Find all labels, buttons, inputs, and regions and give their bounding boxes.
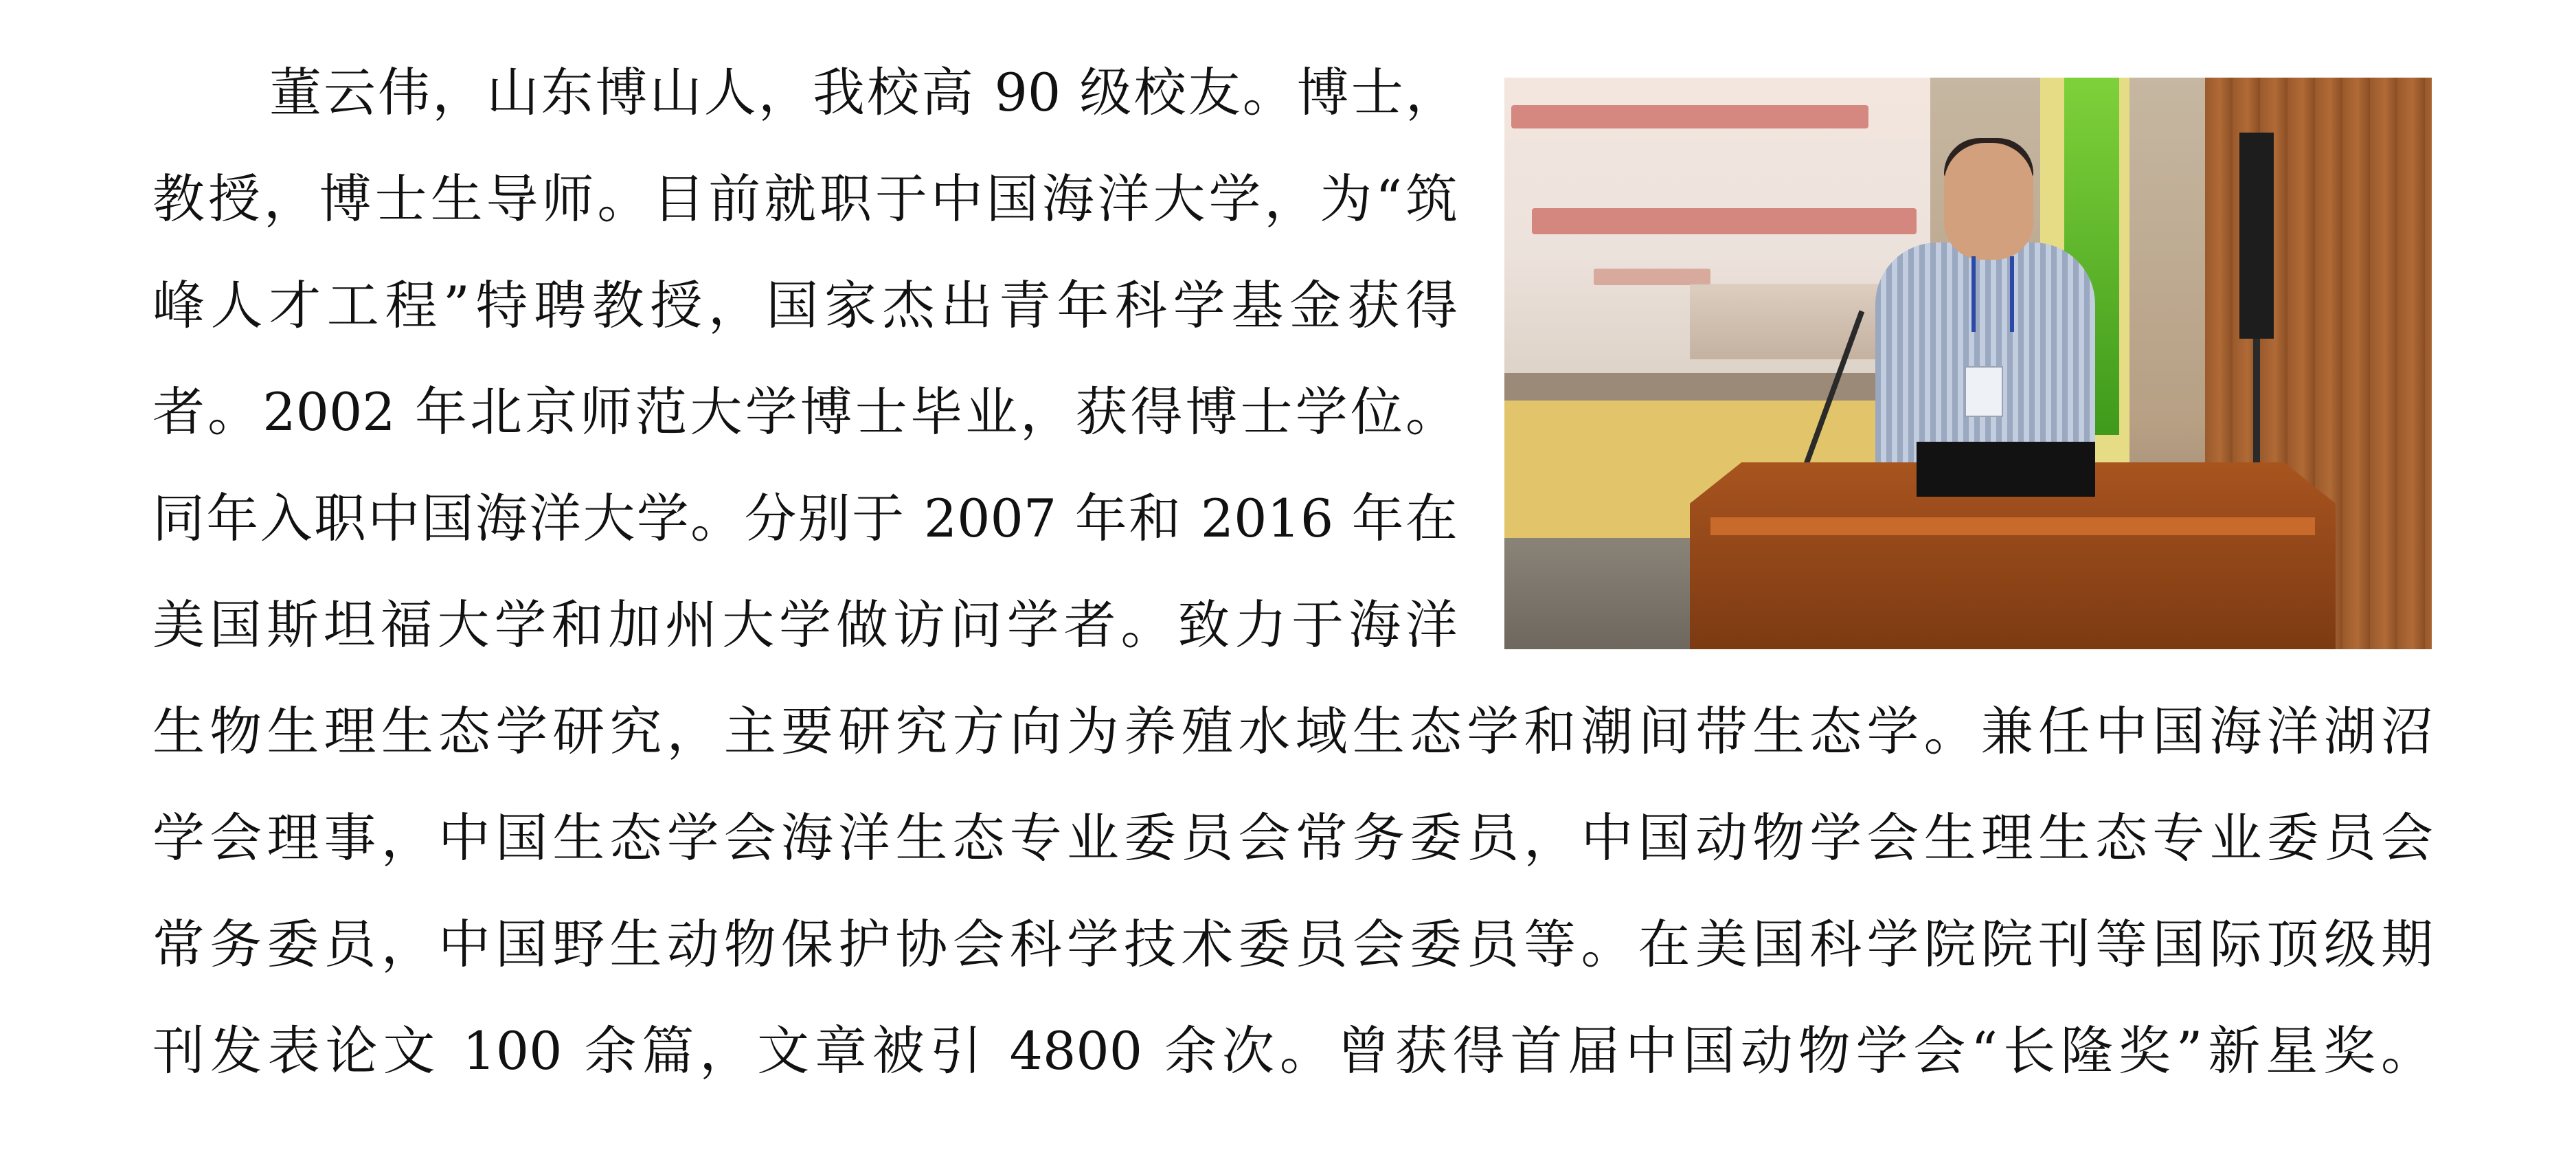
text-line: 董云伟，山东博山人，我校高 90 级校友。博士， [269, 62, 1458, 123]
text-line: 学会理事，中国生态学会海洋生态专业委员会常务委员，中国动物学会生理生态专业委员会 [152, 807, 2433, 868]
text-line: 生物生理生态学研究，主要研究方向为养殖水域生态学和潮间带生态学。兼任中国海洋湖沼 [152, 701, 2433, 762]
text-line: 者。2002 年北京师范大学博士毕业，获得博士学位。 [152, 381, 1458, 442]
text-line: 常务委员，中国野生动物保护协会科学技术委员会委员等。在美国科学院院刊等国际顶级期 [152, 914, 2433, 975]
text-line: 刊发表论文 100 余篇，文章被引 4800 余次。曾获得首届中国动物学会“长隆奖”新星奖。 [152, 1020, 2433, 1081]
text-line: 美国斯坦福大学和加州大学做访问学者。致力于海洋 [152, 594, 1458, 655]
loudspeaker [2239, 133, 2274, 339]
text-line: 同年入职中国海洋大学。分别于 2007 年和 2016 年在 [152, 488, 1458, 549]
laptop [1917, 442, 2095, 497]
text-line: 峰人才工程”特聘教授，国家杰出青年科学基金获得 [152, 275, 1458, 336]
text-line: 教授，博士生导师。目前就职于中国海洋大学，为“筑 [152, 168, 1458, 229]
speaker-photo [1504, 78, 2432, 649]
